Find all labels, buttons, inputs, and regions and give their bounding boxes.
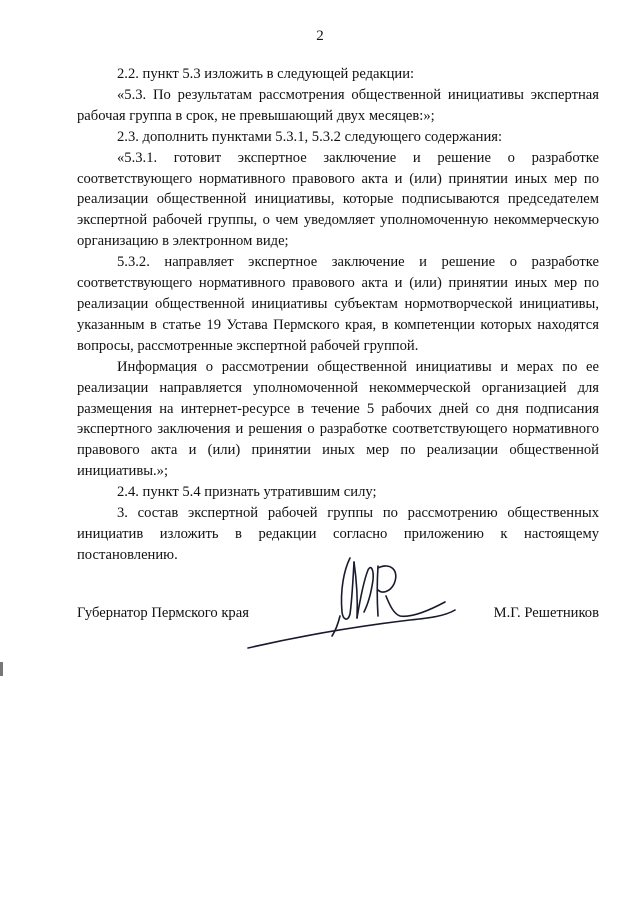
document-body [77,64,599,566]
paragraph-5-3-1: «5.3.1. готовит экспертное заключение и решение о разработке соответствующего нормативного правового акта и (или) принятии иных мер по реализации общественной инициативы, которые подписываются председателем экспертной рабочей группы, о чем уведомляет уполномоченную некоммерческую организацию в электронном виде; [77,149,599,250]
paragraph-3: 3. состав экспертной рабочей группы по рассмотрению общественных инициатив изложить в редакции согласно приложению к настоящему постановлению. [77,505,599,563]
paragraph-5-3-2: 5.3.2. направляет экспертное заключение и решение о разработке соответствующего нормативного правового акта и (или) принятии иных мер по реализации общественной инициативы субъектам нормотворческой инициативы, указанным в статье 19 Устава Пермского края, в компетенции которых находятся вопросы, рассмотренные экспертной рабочей группой. [77,254,599,354]
page-number: 2 [316,28,324,44]
paragraph-2-3: 2.3. дополнить пунктами 5.3.1, 5.3.2 следующего содержания: [117,128,503,145]
handwritten-signature [240,540,480,660]
signature-block [77,605,599,629]
paragraph-2-2: 2.2. пункт 5.3 изложить в следующей редакции: [117,66,415,82]
scan-edge-mark [0,662,3,676]
paragraph-5-3: «5.3. По результатам рассмотрения общественной инициативы экспертная рабочая группа в срок, не превышающий двух месяцев:»; [77,86,599,124]
paragraph-information: Информация о рассмотрении общественной инициативы и мерах по ее реализации направляется уполномоченной некоммерческой организацией для размещения на интернет-ресурсе в течение 5 рабочих дней со дня подписания экспертного заключения и решения о разработке соответствующего нормативного правового акта и (или) принятии иных мер по реализации общественной инициативы.»; [77,358,599,480]
signatory-position: Губернатор Пермского края [77,605,249,621]
paragraph-2-4: 2.4. пункт 5.4 признать утратившим силу; [117,484,377,501]
signatory-name: М.Г. Решетников [493,605,599,621]
